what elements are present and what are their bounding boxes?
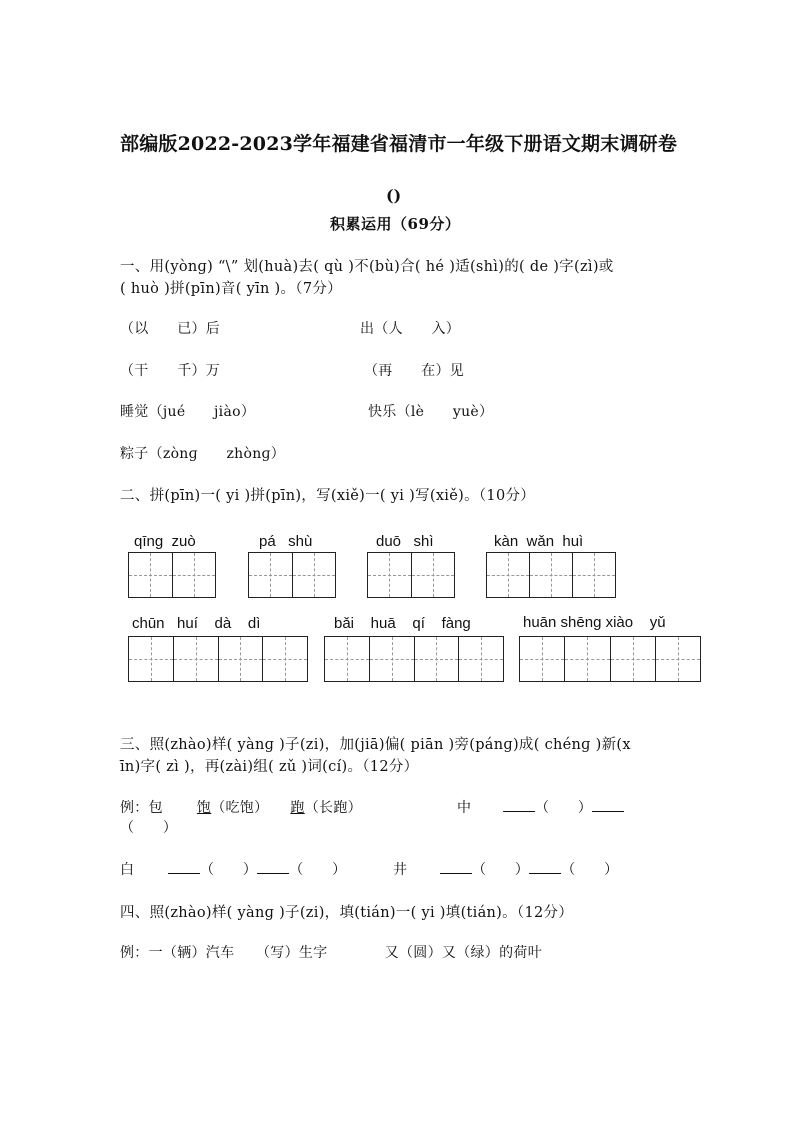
q1-item: 睡觉（jué jiào） bbox=[120, 404, 256, 420]
writing-cell[interactable] bbox=[412, 553, 455, 597]
writing-cell[interactable] bbox=[129, 553, 173, 597]
writing-cell[interactable] bbox=[263, 637, 307, 681]
writing-cell[interactable] bbox=[219, 637, 264, 681]
pinyin-label: bǎi huā qí fànɡ bbox=[334, 615, 471, 632]
title-parentheses: () bbox=[386, 186, 402, 205]
writing-grid[interactable] bbox=[367, 552, 455, 598]
q1-item: （再 在）见 bbox=[364, 363, 465, 379]
answer-blank[interactable] bbox=[440, 861, 472, 874]
answer-blank[interactable] bbox=[257, 861, 289, 874]
writing-cell[interactable] bbox=[370, 637, 415, 681]
example-word-detail: （吃饱） bbox=[211, 800, 269, 816]
q3-prompt-line2: īn)字( zì )，再(zài)组( zǔ )词(cí)。（12分） bbox=[120, 759, 419, 775]
writing-cell[interactable] bbox=[293, 553, 336, 597]
writing-cell[interactable] bbox=[611, 637, 656, 681]
q3-bai-answer[interactable] bbox=[168, 859, 346, 879]
q3-jing-answer[interactable] bbox=[440, 859, 618, 879]
q3-zhong-answer[interactable] bbox=[503, 797, 624, 817]
q3-example bbox=[120, 797, 362, 817]
pinyin-label: duō shì bbox=[376, 533, 434, 550]
writing-grid[interactable] bbox=[248, 552, 336, 598]
q1-item: 粽子（zònɡ zhònɡ） bbox=[120, 446, 286, 462]
example-word: 饱 bbox=[196, 800, 212, 816]
writing-cell[interactable] bbox=[520, 637, 565, 681]
writing-cell[interactable] bbox=[530, 553, 573, 597]
writing-cell[interactable] bbox=[656, 637, 700, 681]
answer-paren[interactable]: （ ） bbox=[200, 862, 258, 878]
pinyin-label: huān shēnɡ xiào yǔ bbox=[523, 614, 666, 631]
q3-char-jing: 井 bbox=[393, 862, 408, 878]
writing-cell[interactable] bbox=[325, 637, 370, 681]
writing-cell[interactable] bbox=[565, 637, 610, 681]
pinyin-label: pá shù bbox=[259, 533, 313, 550]
page-title: 部编版2022-2023学年福建省福清市一年级下册语文期末调研卷 bbox=[120, 133, 678, 155]
writing-cell[interactable] bbox=[459, 637, 503, 681]
q1-item: （干 千）万 bbox=[120, 363, 221, 379]
writing-cell[interactable] bbox=[368, 553, 412, 597]
writing-cell[interactable] bbox=[487, 553, 530, 597]
writing-grid[interactable] bbox=[486, 552, 616, 598]
answer-paren[interactable]: （ ） bbox=[289, 862, 347, 878]
writing-cell[interactable] bbox=[573, 553, 615, 597]
q2-prompt: 二、拼(pīn)一( yi )拼(pīn)，写(xiě)一( yi )写(xiě)。（10分） bbox=[120, 488, 536, 504]
writing-cell[interactable] bbox=[249, 553, 293, 597]
answer-paren[interactable]: （ ） bbox=[535, 800, 593, 816]
q4-example: 例：一（辆）汽车 （写）生字 又（圆）又（绿）的荷叶 bbox=[120, 945, 542, 961]
q1-prompt-line1: 一、用(yònɡ) “\” 划(huà)去( qù )不(bù)合( hé )适(shì)的( de )字(zì)或 bbox=[120, 259, 614, 275]
pinyin-label: chūn huí dà dì bbox=[132, 615, 261, 632]
q1-item: 快乐（lè yuè） bbox=[368, 404, 494, 420]
q3-char-bai: 白 bbox=[120, 862, 135, 878]
q3-prompt-line1: 三、照(zhào)样( yànɡ )子(zi)，加(jiā)偏( piān )旁(pánɡ)成( chénɡ )新(x bbox=[120, 737, 631, 753]
example-prefix: 例：包 bbox=[120, 800, 163, 816]
writing-cell[interactable] bbox=[174, 637, 219, 681]
writing-cell[interactable] bbox=[415, 637, 460, 681]
q1-item: （以 已）后 bbox=[120, 321, 221, 337]
writing-cell[interactable] bbox=[173, 553, 216, 597]
q4-prompt: 四、照(zhào)样( yànɡ )子(zi)，填(tián)一( yi )填(tián)。（12分） bbox=[120, 905, 574, 921]
q1-prompt-line2: ( huò )拼(pīn)音( yīn )。（7分） bbox=[120, 281, 342, 297]
answer-blank[interactable] bbox=[168, 861, 200, 874]
answer-blank[interactable] bbox=[592, 799, 624, 812]
pinyin-label: qīnɡ zuò bbox=[134, 533, 196, 550]
writing-grid[interactable] bbox=[519, 636, 701, 682]
q1-item: 出（人 入） bbox=[360, 321, 461, 337]
example-word: 跑 bbox=[290, 800, 305, 816]
writing-cell[interactable] bbox=[129, 637, 174, 681]
writing-grid[interactable] bbox=[324, 636, 504, 682]
answer-blank[interactable] bbox=[503, 799, 535, 812]
example-word-detail: （长跑） bbox=[304, 800, 362, 816]
writing-grid[interactable] bbox=[128, 552, 216, 598]
answer-blank[interactable] bbox=[529, 861, 561, 874]
answer-paren[interactable]: （ ） bbox=[472, 862, 530, 878]
answer-paren[interactable]: （ ） bbox=[561, 862, 619, 878]
writing-grid[interactable] bbox=[128, 636, 308, 682]
pinyin-label: kàn wǎn huì bbox=[494, 533, 584, 550]
q3-char-zhong: 中 bbox=[457, 800, 472, 816]
answer-paren[interactable]: （ ） bbox=[120, 820, 178, 836]
section-heading: 积累运用（69分） bbox=[330, 215, 461, 233]
